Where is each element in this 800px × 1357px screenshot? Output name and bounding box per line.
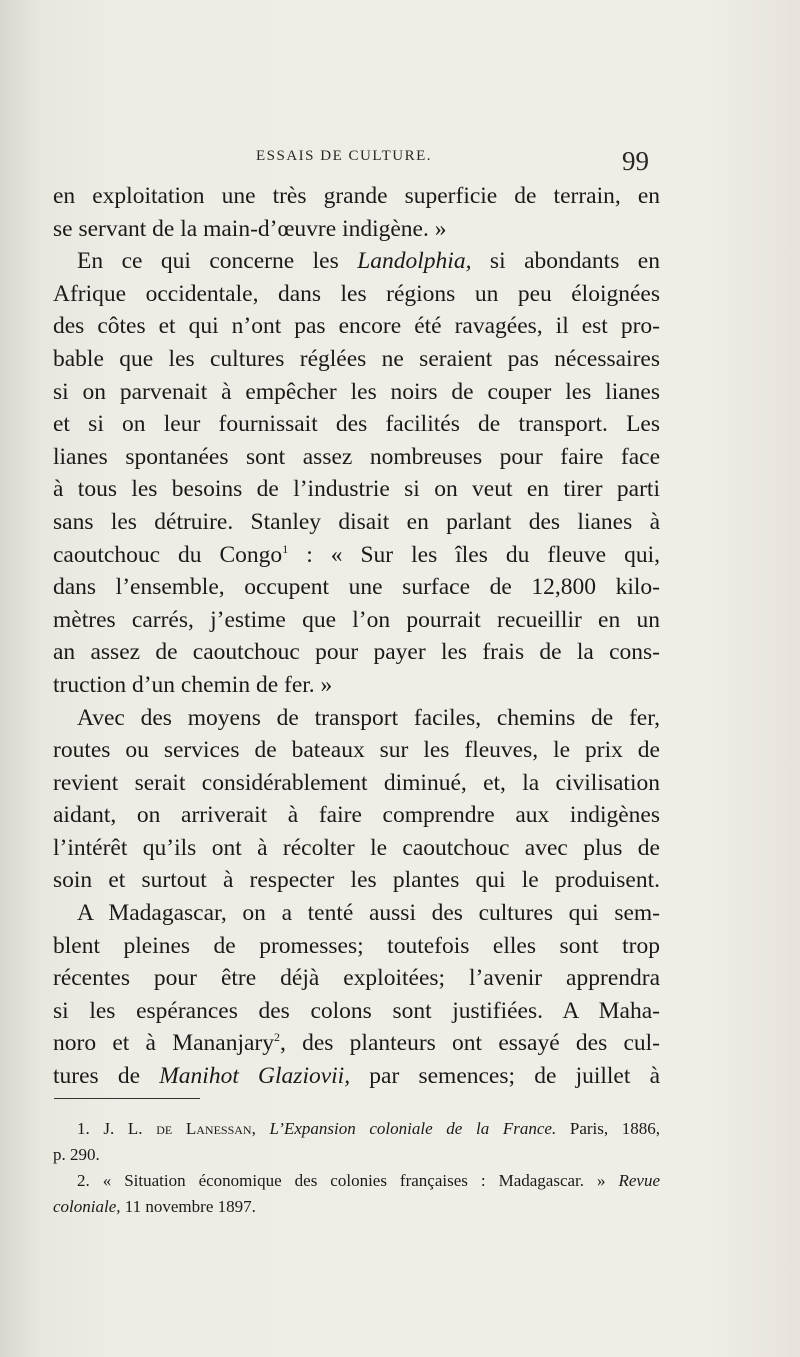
text-line: à tous les besoins de l’industrie si on veut en tirer parti (53, 476, 660, 503)
text-line: revient serait considérablement diminué, et, la civilisation (53, 769, 660, 796)
text-line: si les espérances des colons sont justifiées. A Maha- (53, 997, 660, 1024)
page-number: 99 (622, 146, 649, 176)
footnote-2-cont: coloniale, 11 novembre 1897. (53, 1197, 256, 1216)
text-line: sans les détruire. Stanley disait en parlant des lianes à (53, 508, 660, 535)
text-line: routes ou services de bateaux sur les fleuves, le prix de (53, 737, 660, 764)
footnote-ref-2: 2 (273, 1030, 280, 1045)
text-line: an assez de caoutchouc pour payer les frais de la cons- (53, 639, 660, 666)
text-line: aidant, on arriverait à faire comprendre aux indigènes (53, 802, 660, 829)
text-line: noro et à Mananjary$^2$, des planteurs ont essayé des cul- (53, 1030, 660, 1057)
text-line: soin et surtout à respecter les plantes qui le produisent. (53, 867, 660, 894)
text-line: et si on leur fournissait des facilités de transport. Les (53, 411, 660, 438)
text-line: en exploitation une très grande superficie de terrain, en (53, 183, 660, 209)
text-line: lianes spontanées sont assez nombreuses pour faire face (53, 443, 660, 470)
text-line: Avec des moyens de transport faciles, chemins de fer, (77, 704, 660, 731)
footnote-ref-1: 1 (282, 541, 289, 556)
footnote-1-cont: p. 290. (53, 1145, 100, 1164)
text-line: dans l’ensemble, occupent une surface de 12,800 kilo- (53, 574, 660, 601)
text-line: A Madagascar, on a tenté aussi des cultures qui sem- (77, 900, 660, 927)
text-line: blent pleines de promesses; toutefois elles sont trop (53, 932, 660, 959)
text-line: se servant de la main-d’œuvre indigène. » (53, 215, 447, 242)
italic-text: Manihot Glaziovii, (159, 1063, 351, 1090)
footnote-separator (54, 1098, 200, 1099)
text-line: En ce qui concerne les Landolphia, si abondants en (77, 248, 660, 275)
text-line: truction d’un chemin de fer. » (53, 671, 333, 698)
footnotes (53, 1116, 660, 1220)
body-text (53, 180, 660, 1093)
text-line: tures de Manihot Glaziovii, par semences; de juillet à (53, 1063, 661, 1090)
running-title: ESSAIS DE CULTURE. (256, 148, 433, 164)
text-line: caoutchouc du Congo$^1$ : « Sur les îles du fleuve qui, (53, 541, 660, 568)
text-line: bable que les cultures réglées ne seraient pas nécessaires (53, 345, 660, 372)
footnote-1: 1. J. L. de Lanessan, L’Expansion coloniale de la France. Paris, 1886, (77, 1119, 661, 1138)
text-line: l’intérêt qu’ils ont à récolter le caoutchouc avec plus de (53, 834, 660, 861)
text-line: récentes pour être déjà exploitées; l’avenir apprendra (53, 965, 660, 992)
footnote-2: 2. « Situation économique des colonies françaises : Madagascar. » Revue (77, 1171, 661, 1190)
italic-text: Landolphia, (357, 248, 472, 275)
text-line: des côtes et qui n’ont pas encore été ravagées, il est pro- (53, 313, 660, 340)
text-line: Afrique occidentale, dans les régions un peu éloignées (53, 280, 660, 307)
text-line: mètres carrés, j’estime que l’on pourrait recueillir en un (53, 606, 660, 633)
text-line: si on parvenait à empêcher les noirs de couper les lianes (53, 378, 660, 405)
